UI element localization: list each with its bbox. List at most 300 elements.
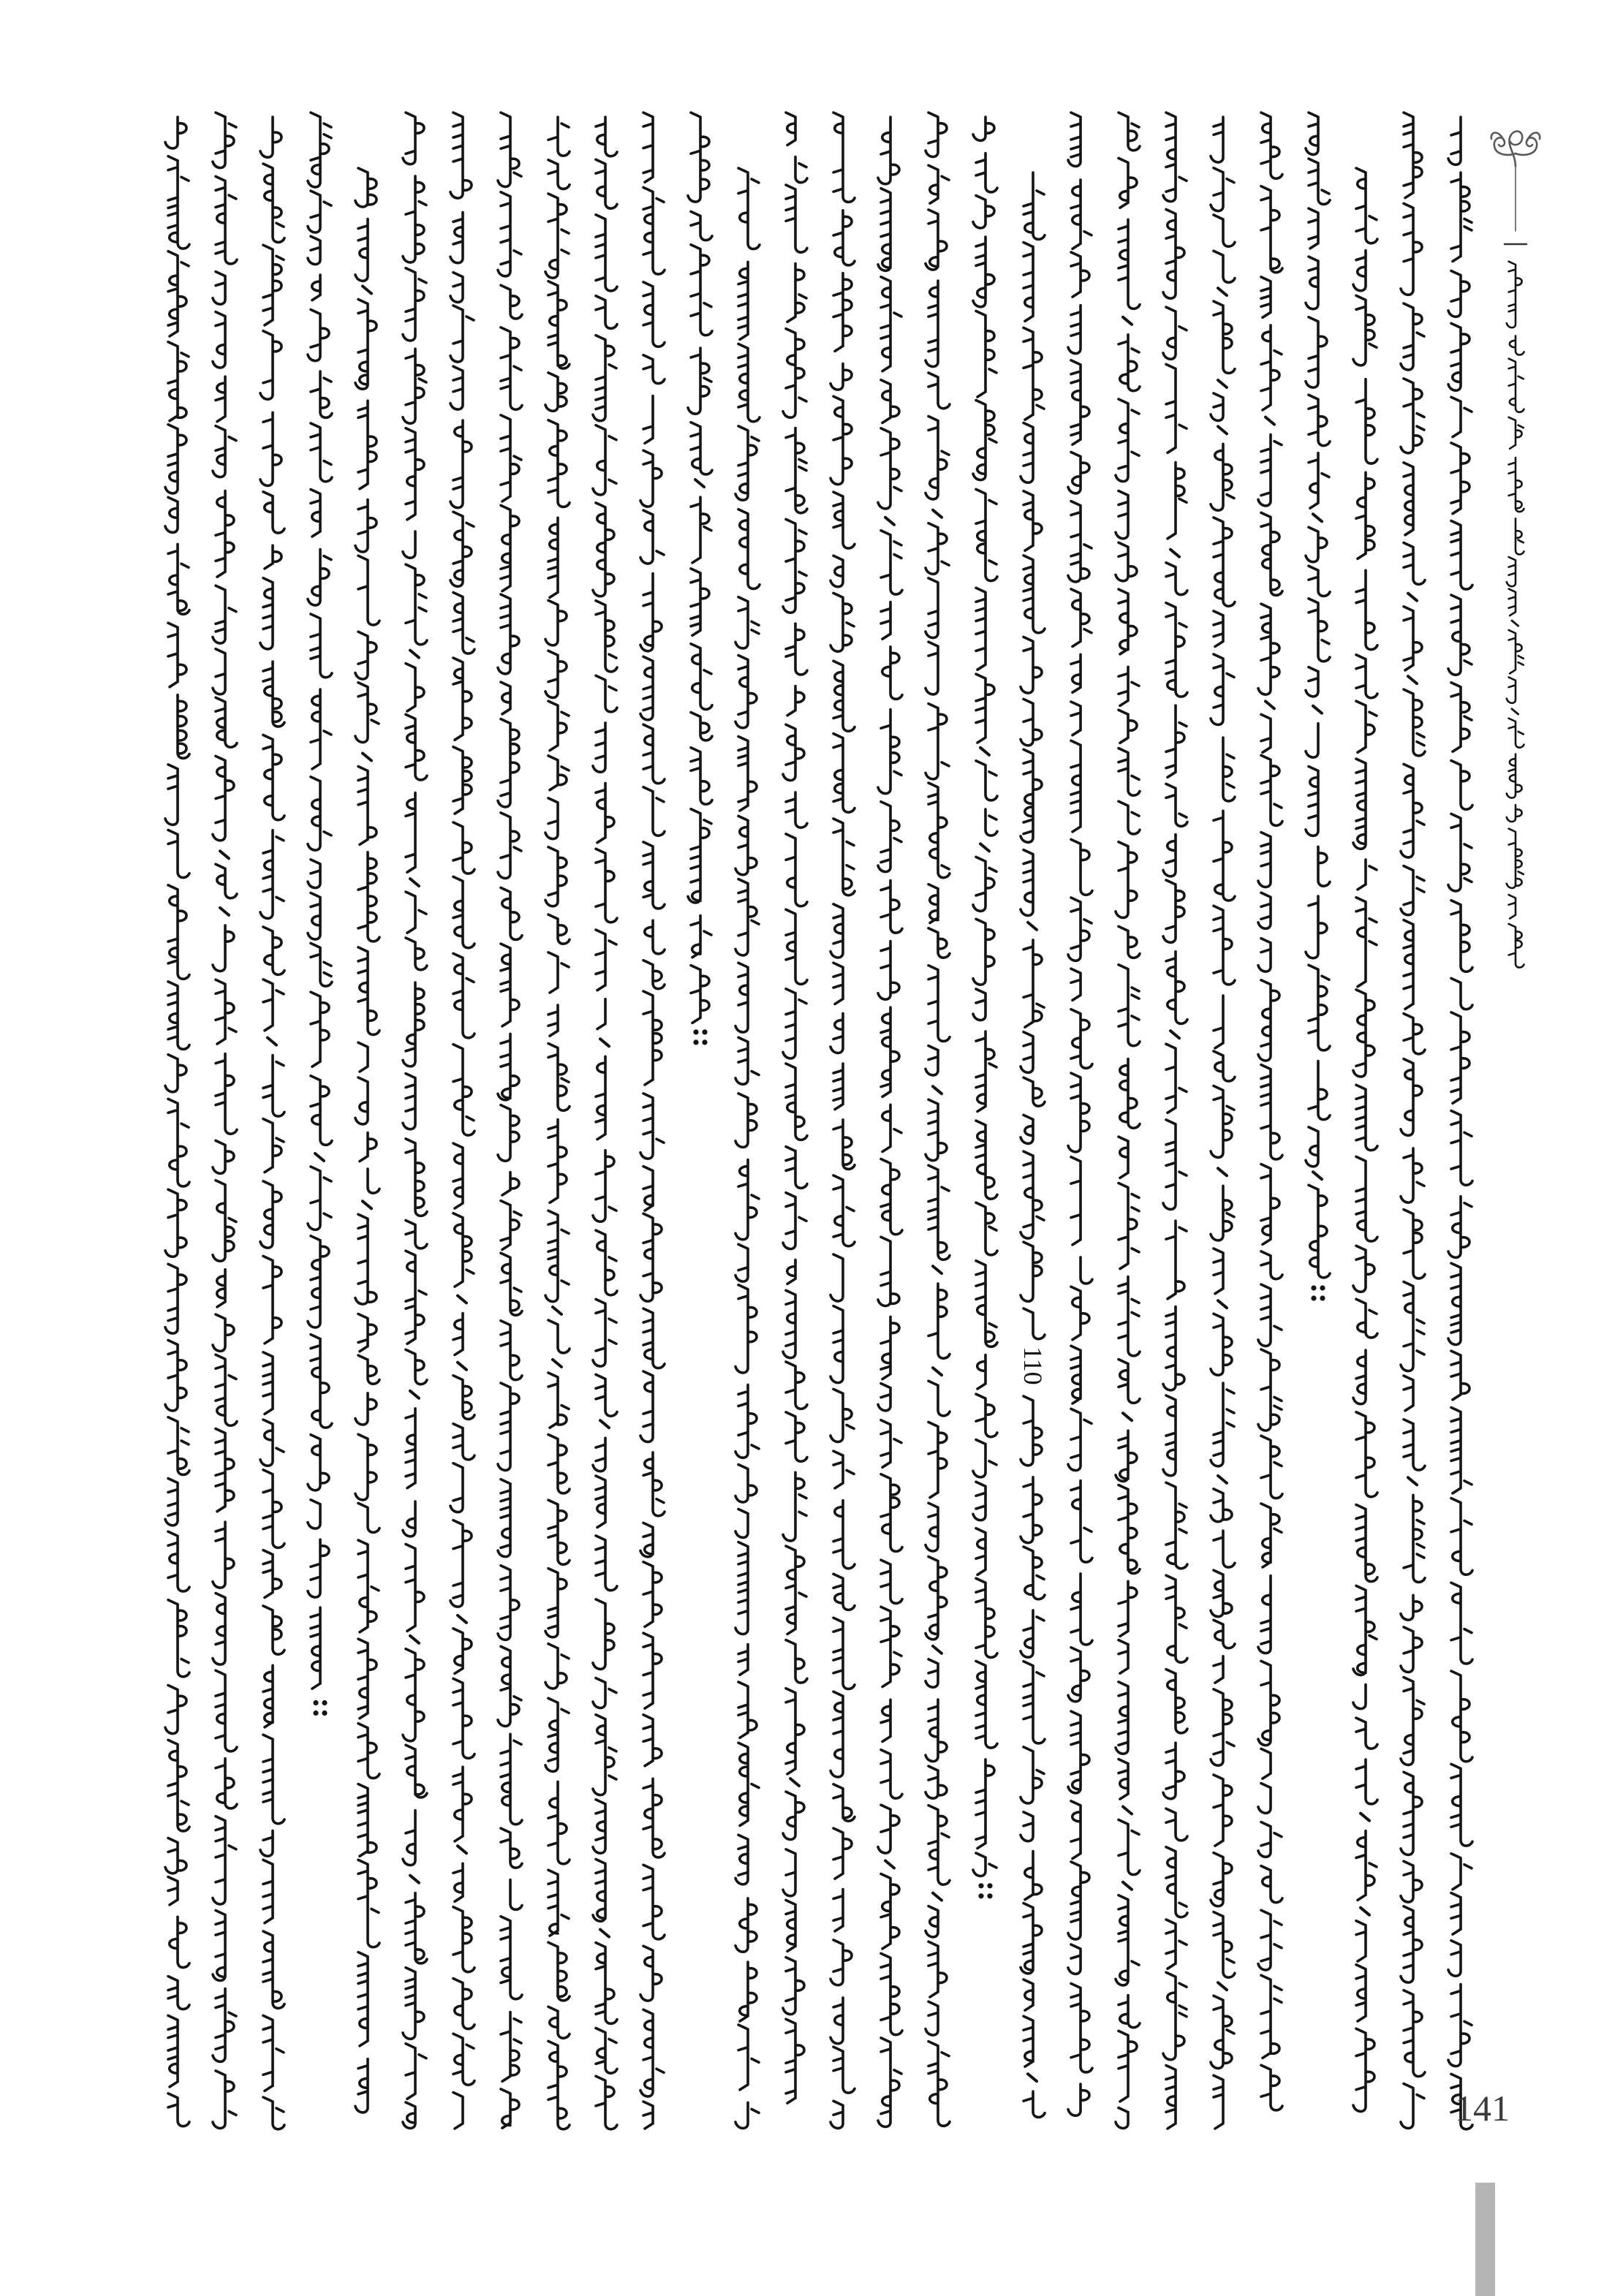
text-word [1353, 1685, 1366, 1709]
text-column [545, 117, 570, 2129]
text-word [1306, 667, 1318, 697]
text-word [640, 1213, 662, 1301]
text-word [548, 160, 570, 189]
text-word [1021, 1477, 1042, 1543]
text-word [1353, 295, 1377, 365]
text-word [311, 614, 332, 678]
text-word [358, 767, 377, 845]
text-word [168, 1417, 189, 1475]
text-word [355, 168, 377, 207]
text-word [973, 401, 996, 480]
text-word [1071, 654, 1081, 692]
text-word [498, 1034, 519, 1099]
text-word [833, 661, 855, 731]
text-column [403, 113, 427, 2129]
text-word [643, 1865, 665, 1939]
text-word [1401, 1148, 1424, 1202]
text-word [881, 1474, 902, 1552]
text-word [1353, 251, 1366, 291]
text-word [833, 273, 852, 352]
text-word [1448, 117, 1461, 164]
text-word [783, 329, 806, 418]
text-word [168, 1531, 189, 1591]
text-word [403, 531, 415, 558]
comma-mark [1408, 676, 1417, 683]
text-word [1356, 1299, 1377, 1338]
text-word [213, 1522, 234, 1588]
text-word [453, 1907, 474, 1972]
text-column [783, 113, 807, 2103]
text-word [1356, 1831, 1377, 1901]
text-word [1214, 1620, 1235, 1648]
text-word [1163, 1972, 1187, 2060]
text-word [735, 656, 757, 728]
text-word [926, 1906, 938, 1937]
comma-mark [933, 1086, 942, 1094]
text-word [1068, 113, 1081, 166]
text-word [596, 601, 617, 672]
period-mark-dot [313, 1710, 318, 1716]
text-word [1024, 243, 1033, 322]
text-word [1401, 203, 1422, 295]
text-word [311, 689, 331, 769]
text-word [1356, 1759, 1377, 1804]
text-word [833, 1501, 855, 1569]
comma-mark [600, 1930, 609, 1937]
comma-mark [933, 1893, 942, 1901]
text-word [833, 819, 855, 895]
text-word [1214, 811, 1235, 901]
text-word [735, 1835, 748, 1884]
inline-number: 110 [1018, 1346, 1048, 1385]
text-word [260, 1420, 284, 1466]
text-word [548, 1942, 570, 2001]
text-word [216, 1054, 237, 1134]
text-word [308, 236, 320, 264]
text-word [1211, 1570, 1232, 1617]
text-word [548, 952, 569, 993]
text-word [735, 1509, 748, 1538]
text-word [1163, 1307, 1184, 1390]
text-word [498, 1646, 521, 1726]
text-column [260, 117, 284, 2129]
text-word [691, 748, 712, 805]
text-word [691, 916, 711, 958]
text-word [168, 156, 189, 249]
text-word [643, 724, 665, 783]
text-word [596, 1536, 617, 1591]
text-word [355, 1214, 377, 1304]
text-word [216, 376, 225, 421]
text-word [168, 1977, 189, 2009]
comma-mark [410, 651, 419, 658]
text-word [1258, 893, 1271, 928]
text-word [1451, 1499, 1472, 1575]
comma-mark [410, 1876, 419, 1883]
text-word [1258, 939, 1271, 971]
text-word [216, 176, 237, 264]
text-word [1021, 850, 1033, 916]
comma-mark [363, 287, 371, 294]
text-word [738, 1682, 757, 1738]
text-word [593, 1678, 616, 1708]
text-word [973, 857, 996, 911]
comma-mark [1512, 621, 1518, 626]
knot-ornament-icon [1491, 132, 1540, 167]
text-word [1024, 2016, 1033, 2066]
comma-mark [600, 1420, 609, 1428]
period-mark-dot [987, 1883, 992, 1888]
text-word [831, 2101, 843, 2128]
text-word [1021, 1747, 1044, 1803]
text-word [1071, 589, 1092, 647]
text-word [786, 2019, 804, 2103]
text-word [453, 1045, 474, 1135]
text-word [263, 927, 284, 974]
text-word [1451, 397, 1472, 436]
text-word [1448, 323, 1469, 390]
text-word [355, 632, 377, 679]
text-word [1119, 1996, 1140, 2028]
text-word [1516, 518, 1524, 554]
text-word [406, 1251, 426, 1344]
text-word [977, 1355, 985, 1390]
period-mark-dot [1320, 1295, 1325, 1300]
text-word [783, 724, 804, 780]
text-word [260, 331, 281, 400]
text-word [358, 1503, 379, 1532]
text-word [165, 1838, 186, 1873]
text-word [1068, 1862, 1089, 1939]
text-word [1507, 805, 1522, 822]
text-word [735, 1244, 748, 1281]
comma-mark [790, 1778, 799, 1786]
text-word [263, 1119, 284, 1172]
text-word [1261, 755, 1282, 825]
comma-mark [1313, 514, 1322, 521]
period-mark-dot [322, 1700, 327, 1705]
text-word [1258, 1284, 1282, 1346]
text-word [831, 1389, 854, 1441]
text-word [976, 154, 997, 192]
comma-mark [933, 510, 942, 518]
text-word [1401, 1282, 1424, 1371]
text-word [358, 1784, 377, 1857]
text-word [358, 947, 379, 1035]
text-word [1119, 589, 1137, 654]
period-mark-dot [1311, 1285, 1316, 1290]
text-word [453, 1863, 463, 1901]
comma-mark [1123, 1413, 1132, 1420]
text-word [881, 277, 901, 371]
text-word [1258, 980, 1279, 1061]
comma-mark [1361, 1908, 1369, 1915]
text-word [450, 420, 472, 508]
text-word [1024, 491, 1042, 551]
text-word [168, 1099, 189, 1186]
text-word [548, 1044, 570, 1111]
text-word [213, 586, 236, 643]
text-word [1211, 393, 1223, 420]
text-word [168, 623, 186, 687]
text-word [1353, 990, 1374, 1077]
text-word [1451, 901, 1472, 971]
text-word [308, 113, 331, 187]
comma-mark [220, 851, 229, 858]
text-word [1068, 306, 1081, 354]
text-word [453, 593, 474, 654]
text-word [1401, 1772, 1422, 1854]
text-word [831, 1691, 843, 1777]
text-word [976, 1759, 994, 1849]
text-word [1261, 1975, 1282, 2058]
text-word [1211, 117, 1223, 162]
text-word [1166, 364, 1187, 452]
text-word [1404, 920, 1413, 1009]
text-word [502, 1172, 519, 1195]
text-word [168, 830, 189, 878]
text-word [1211, 1383, 1234, 1466]
text-word [973, 237, 994, 307]
text-word [1448, 1263, 1461, 1344]
comma-mark [885, 1861, 894, 1868]
text-word [453, 1376, 474, 1420]
text-word [596, 296, 617, 329]
text-word [783, 1193, 806, 1249]
text-word [403, 349, 426, 423]
text-word [881, 531, 902, 594]
text-word [1166, 952, 1187, 1024]
text-word [973, 196, 994, 229]
text-word [688, 348, 711, 414]
text-word [265, 545, 281, 569]
text-word [260, 412, 281, 485]
text-word [597, 999, 605, 1029]
text-word [1507, 262, 1522, 328]
text-word [1404, 607, 1422, 670]
text-word [976, 1202, 997, 1255]
text-word [831, 396, 852, 484]
text-word [1071, 702, 1081, 735]
text-word [545, 798, 558, 839]
text-word [403, 1968, 424, 2039]
text-word [1071, 360, 1089, 444]
comma-mark [980, 748, 989, 755]
text-column [831, 113, 855, 2129]
text-word [735, 2102, 759, 2128]
text-word [355, 219, 368, 281]
text-word [735, 1094, 757, 1148]
comma-mark [363, 1201, 371, 1208]
comma-mark [980, 844, 989, 851]
text-word [1068, 1648, 1089, 1702]
comma-mark [1313, 706, 1322, 713]
text-word [1068, 452, 1089, 493]
text-word [928, 165, 949, 203]
text-word [593, 1151, 616, 1222]
text-word [406, 1349, 427, 1384]
text-word [878, 710, 901, 794]
text-word [1306, 724, 1318, 757]
text-word [1404, 543, 1425, 585]
text-word [168, 1600, 189, 1677]
text-word [1071, 1984, 1092, 2072]
text-word [260, 1181, 281, 1248]
text-word [1119, 335, 1140, 391]
text-word [1356, 1921, 1366, 1961]
text-word [976, 1662, 997, 1748]
text-word [643, 787, 665, 836]
text-word [1214, 611, 1223, 647]
text-word [831, 1306, 843, 1383]
text-word [545, 194, 569, 278]
text-word [355, 1393, 377, 1425]
text-word [1166, 1044, 1187, 1113]
text-word [1509, 895, 1516, 919]
text-column [165, 117, 189, 2126]
text-word [213, 756, 234, 840]
text-word [740, 1962, 757, 2021]
comma-mark [458, 1363, 466, 1370]
text-word [1071, 252, 1089, 297]
text-word [783, 1290, 795, 1357]
text-word [311, 1607, 320, 1689]
text-word [1163, 113, 1187, 202]
text-word [403, 113, 424, 164]
comma-mark [695, 480, 704, 487]
comma-mark [410, 1391, 419, 1398]
text-word [786, 792, 807, 827]
text-word [216, 1355, 237, 1425]
text-word [1356, 701, 1377, 752]
text-word [548, 518, 558, 597]
text-word [1261, 325, 1282, 410]
text-word [1166, 563, 1187, 595]
text-word [976, 1031, 996, 1111]
text-word [1353, 2028, 1374, 2111]
text-word [1071, 1801, 1081, 1859]
text-word [263, 245, 284, 325]
text-word [1166, 1808, 1187, 1841]
text-word [1401, 1678, 1424, 1765]
text-word [881, 1560, 902, 1603]
text-word [1401, 379, 1424, 453]
text-word [406, 1745, 427, 1797]
text-word [1404, 113, 1422, 198]
text-word [1068, 501, 1092, 582]
text-word [358, 1639, 377, 1719]
text-word [308, 1539, 329, 1597]
text-column [498, 113, 522, 2128]
text-word [1261, 714, 1271, 752]
text-word [263, 1470, 284, 1548]
text-word [358, 852, 379, 941]
text-word [643, 842, 665, 909]
running-head-text [1507, 262, 1524, 968]
text-word [263, 2097, 284, 2129]
text-column [973, 117, 997, 1898]
text-word [165, 117, 186, 148]
text-word [1258, 833, 1271, 887]
text-word [1116, 1682, 1128, 1754]
text-word [596, 783, 614, 842]
text-word [1258, 1576, 1271, 1653]
text-column [1448, 117, 1472, 2129]
text-column [735, 168, 760, 2129]
text-word [213, 426, 236, 477]
text-word [1024, 1662, 1045, 1743]
text-word [311, 992, 329, 1066]
text-word [165, 497, 178, 532]
text-word [453, 953, 474, 1037]
text-word [735, 1542, 748, 1634]
comma-mark [1266, 417, 1274, 425]
text-word [216, 697, 237, 747]
text-word [795, 157, 807, 183]
text-word [1166, 1221, 1187, 1299]
text-word [881, 1316, 899, 1379]
text-word [260, 117, 281, 157]
text-word [786, 1689, 804, 1774]
period-mark-dot [702, 1029, 707, 1034]
text-word [1309, 1061, 1330, 1120]
text-word [786, 1147, 807, 1189]
text-word [1451, 443, 1469, 514]
text-word [1261, 1251, 1282, 1279]
text-word [1401, 303, 1424, 370]
text-word [783, 519, 806, 613]
text-word [735, 1037, 759, 1084]
text-word [833, 963, 843, 1004]
text-word [643, 2102, 653, 2129]
text-word [1166, 1482, 1187, 1569]
text-word [1261, 1436, 1282, 1498]
text-word [878, 1805, 899, 1853]
text-word [213, 1911, 225, 1981]
text-word [735, 963, 748, 1032]
text-word [1507, 754, 1522, 798]
text-word [168, 2015, 178, 2087]
text-word [878, 941, 899, 1000]
text-word [1356, 1718, 1377, 1748]
text-word [1021, 1396, 1042, 1466]
text-word [976, 674, 994, 743]
text-word [308, 1435, 329, 1490]
text-word [831, 904, 843, 958]
text-column [1353, 168, 1377, 2112]
text-word [926, 113, 947, 157]
text-word [358, 1355, 379, 1384]
text-word [548, 1005, 558, 1036]
text-word [406, 664, 424, 711]
text-word [881, 881, 902, 933]
text-word [1401, 1059, 1422, 1136]
text-word [1166, 1847, 1187, 1917]
period-mark-dot [987, 1893, 992, 1898]
text-word [263, 1931, 284, 2008]
text-word [643, 1778, 665, 1857]
text-word [1021, 1115, 1033, 1143]
text-word [1119, 219, 1140, 308]
text-word [1163, 210, 1184, 299]
comma-mark [1123, 1807, 1132, 1814]
text-word [881, 1874, 899, 1949]
text-word [406, 938, 427, 970]
text-word [1163, 307, 1187, 359]
text-word [358, 1314, 377, 1352]
text-word [501, 285, 522, 319]
text-word [355, 1077, 368, 1124]
